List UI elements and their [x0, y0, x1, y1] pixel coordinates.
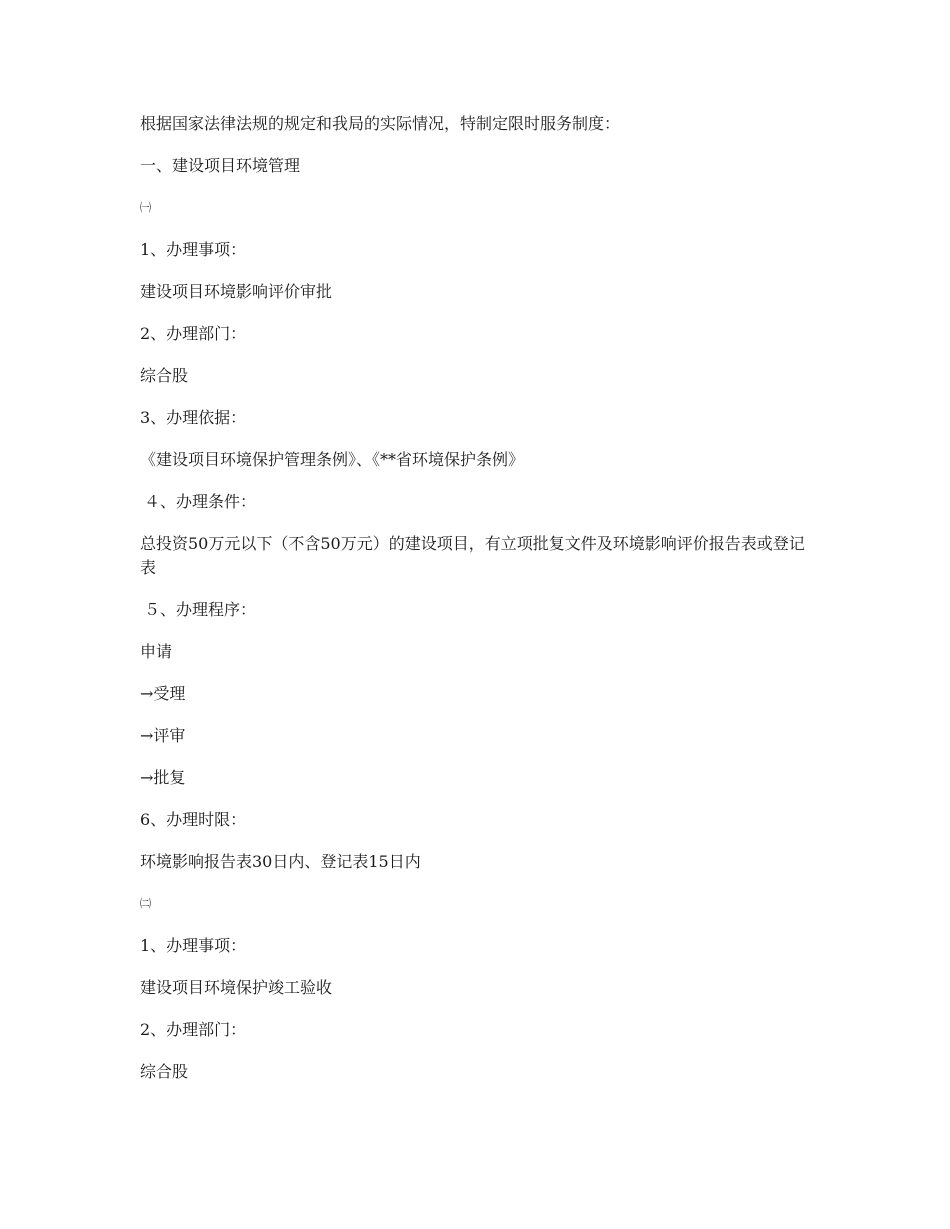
item-value: 《建设项目环境保护管理条例》、《**省环境保护条例》 [140, 450, 525, 469]
procedure-step: →评审 [140, 726, 186, 745]
item-value: 建设项目环境保护竣工验收 [140, 978, 333, 997]
item-label: ４、办理条件： [144, 492, 257, 511]
subsection-marker: ㈠ [140, 201, 151, 214]
item-label: ５、办理程序： [144, 600, 257, 619]
section-heading: 一、建设项目环境管理 [140, 156, 301, 175]
item-label: 1、办理事项： [140, 240, 247, 259]
item-value: 综合股 [140, 366, 189, 385]
item-value: 综合股 [140, 1062, 189, 1081]
procedure-step: →受理 [140, 684, 186, 703]
item-value: 环境影响报告表30日内、登记表15日内 [140, 852, 421, 871]
item-label: 3、办理依据： [140, 408, 247, 427]
procedure-step: →批复 [140, 768, 186, 787]
item-label: 2、办理部门： [140, 324, 247, 343]
intro-paragraph: 根据国家法律法规的规定和我局的实际情况，特制定限时服务制度： [140, 114, 621, 133]
document-body [140, 112, 820, 1102]
procedure-step: 申请 [140, 642, 173, 661]
item-label: 2、办理部门： [140, 1020, 247, 1039]
item-label: 1、办理事项： [140, 936, 247, 955]
item-value: 建设项目环境影响评价审批 [140, 282, 333, 301]
item-label: 6、办理时限： [140, 810, 247, 829]
item-value: 总投资50万元以下（不含50万元）的建设项目，有立项批复文件及环境影响评价报告表或登记表 [140, 534, 805, 577]
subsection-marker: ㈡ [140, 897, 151, 910]
